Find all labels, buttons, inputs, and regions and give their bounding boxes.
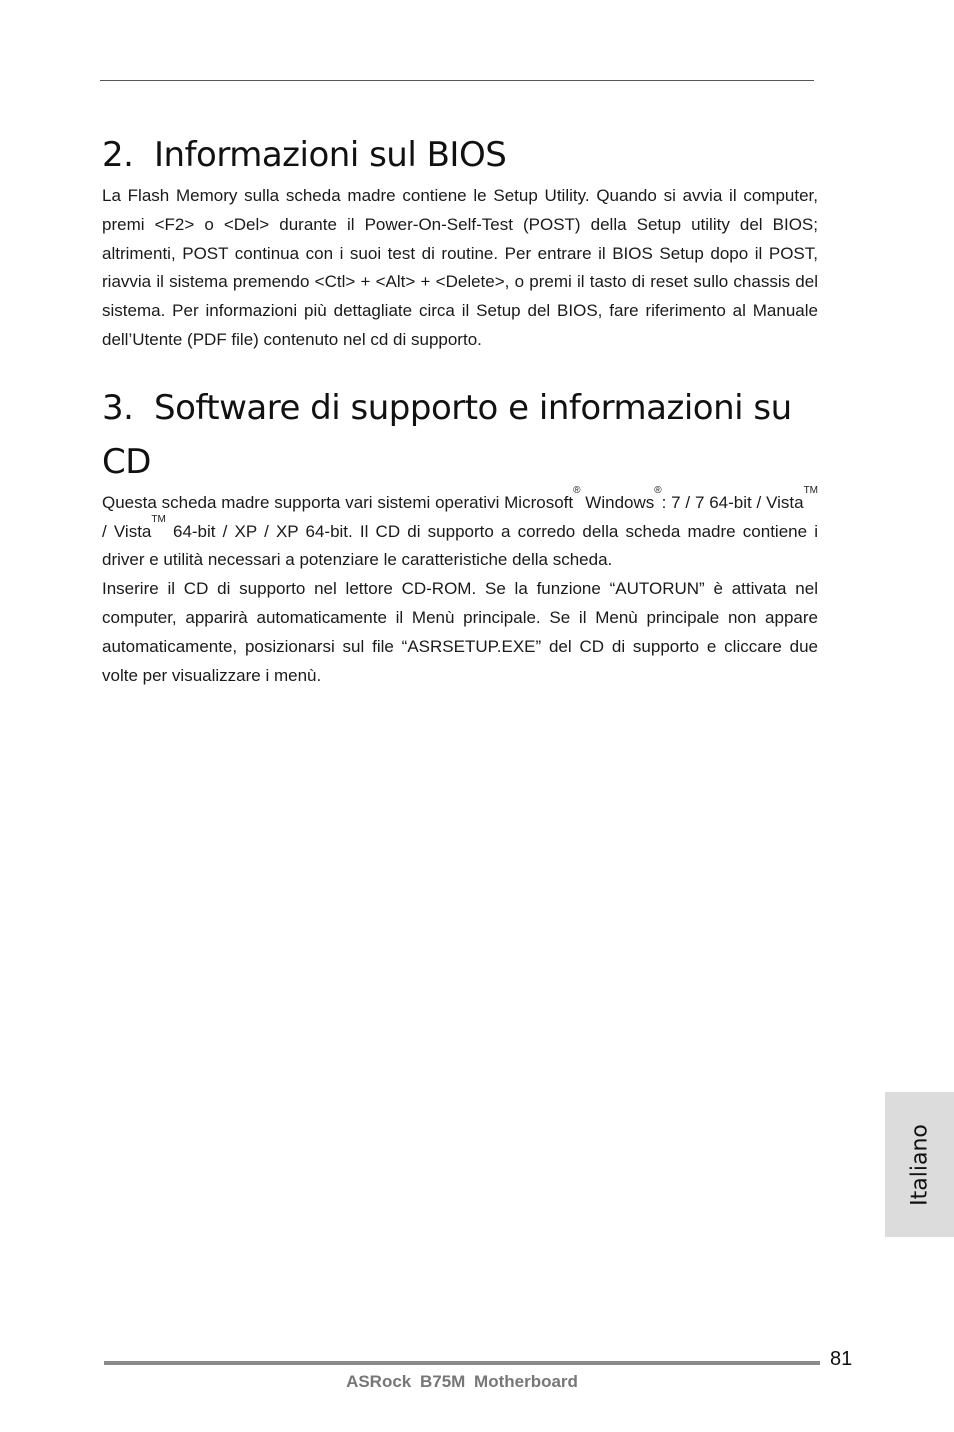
section-3-number: 3.: [102, 387, 134, 428]
registered-mark: ®: [654, 484, 662, 496]
registered-mark: ®: [573, 484, 581, 496]
page-number: 81: [830, 1348, 853, 1370]
footer-title: ASRock B75M Motherboard: [346, 1372, 578, 1391]
section-3-paragraph-2: Inserire il CD di supporto nel lettore CD-ROM. Se la funzione “AUTORUN” è attivata nel computer, apparirà automaticamente il Menù principale. Se il Menù principale non appare automaticamente, posizionarsi sul file “ASRSETUP.EXE” del CD di supporto e cliccare due volte per visualizzare i menù.: [102, 579, 818, 685]
section-2-body: La Flash Memory sulla scheda madre contiene le Setup Utility. Quando si avvia il computer, premi <F2> o <Del> durante il Power-On-Self-Test (POST) della Setup utility del BIOS; altrimenti, POST continua con i suoi test di routine. Per entrare il BIOS Setup dopo il POST, riavvia il sistema premendo <Ctl> + <Alt> + <Delete>, o premi il tasto di reset sullo chassis del sistema. Per informazioni più dettagliate circa il Setup del BIOS, fare riferimento al Manuale dell’Utente (PDF file) contenuto nel cd di supporto.: [102, 186, 818, 349]
section-3-heading: [102, 381, 818, 489]
language-side-tab: [885, 1092, 954, 1237]
section-2-number: 2.: [102, 135, 134, 175]
section-3-paragraph-1: Questa scheda madre supporta vari sistemi operativi Microsoft® Windows®: 7 / 7 64-bit / Vista™ / Vista™ 64-bit / XP / XP 64-bit. Il CD di supporto a corredo della scheda madre contiene i driver e utilità necessari a potenziare le caratteristiche della scheda.: [102, 484, 819, 570]
language-label: Italiano: [907, 1123, 932, 1206]
page-content: [102, 128, 818, 690]
footer-rule: [104, 1361, 820, 1365]
section-2-heading: [102, 128, 818, 182]
top-rule: [100, 80, 814, 81]
trademark-mark: TM: [151, 513, 166, 525]
section-2-title: Informazioni sul BIOS: [154, 135, 507, 175]
section-3-title: Software di supporto e informazioni su CD: [102, 387, 792, 482]
trademark-mark: TM: [803, 484, 819, 496]
